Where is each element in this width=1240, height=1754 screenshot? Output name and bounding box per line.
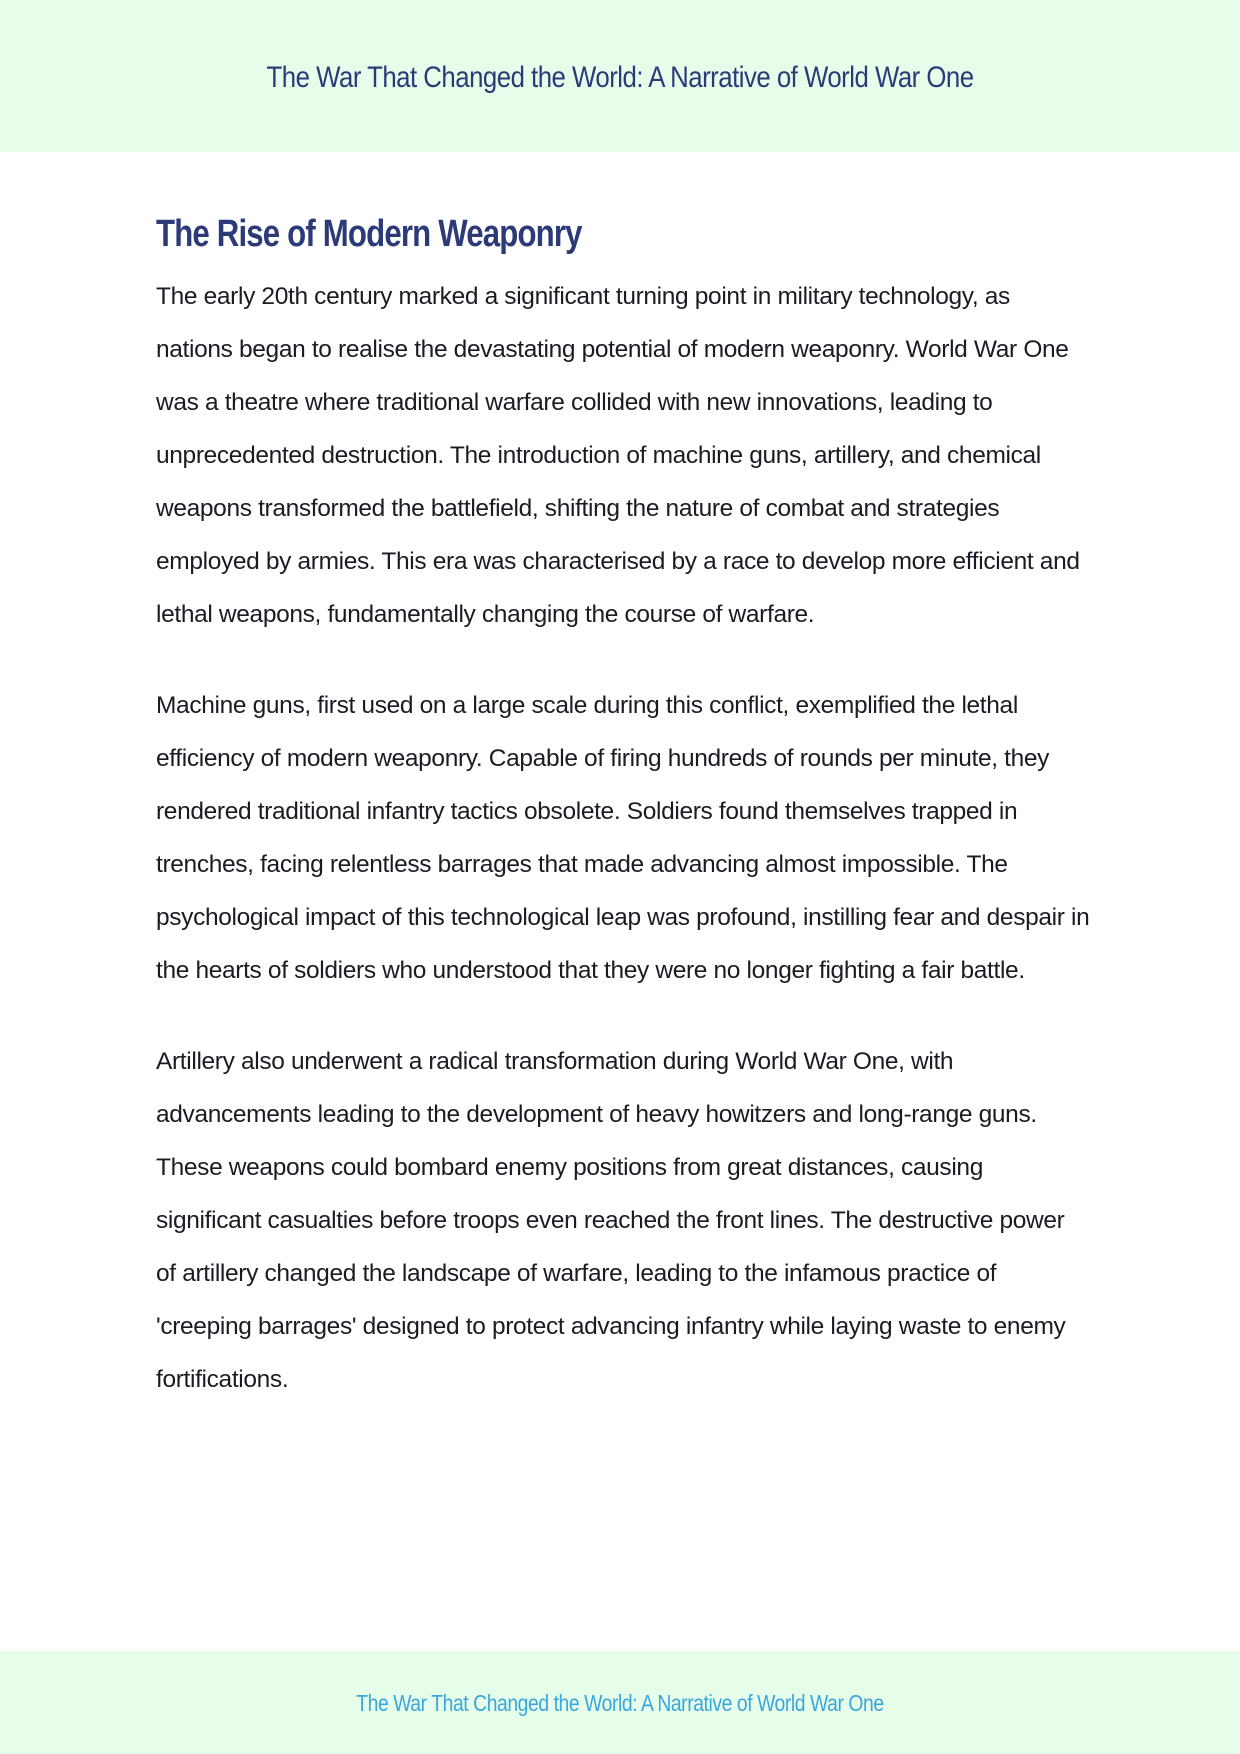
document-title: The War That Changed the World: A Narrative of World War One xyxy=(266,61,974,94)
paragraph-1: The early 20th century marked a significant turning point in military technology, as nations began to realise the devastating potential of modern weaponry. World War One was a theatre where traditional warfare collided with new innovations, leading to unprecedented destruction. The introduction of machine guns, artillery, and chemical weapons transformed the battlefield, shifting the nature of combat and strategies employed by armies. This era was characterised by a race to develop more efficient and lethal weapons, fundamentally changing the course of warfare. xyxy=(156,283,1080,628)
paragraph-3: Artillery also underwent a radical transformation during World War One, with advancements leading to the development of heavy howitzers and long-range guns. These weapons could bombard enemy positions from great distances, causing significant casualties before troops even reached the front lines. The destructive power of artillery changed the landscape of warfare, leading to the infamous practice of 'creeping barrages' designed to protect advancing infantry while laying waste to enemy fortifications. xyxy=(156,1048,1066,1393)
paragraph-2: Machine guns, first used on a large scale during this conflict, exemplified the lethal efficiency of modern weaponry. Capable of firing hundreds of rounds per minute, they rendered traditional infantry tactics obsolete. Soldiers found themselves trapped in trenches, facing relentless barrages that made advancing almost impossible. The psychological impact of this technological leap was profound, instilling fear and despair in the hearts of soldiers who understood that they were no longer fighting a fair battle. xyxy=(156,692,1090,984)
footer-title: The War That Changed the World: A Narrative of World War One xyxy=(356,1690,884,1716)
main-content xyxy=(156,206,1090,1444)
page-footer xyxy=(0,1651,1240,1754)
section-heading: The Rise of Modern Weaponry xyxy=(156,213,582,255)
page-header xyxy=(0,0,1240,152)
